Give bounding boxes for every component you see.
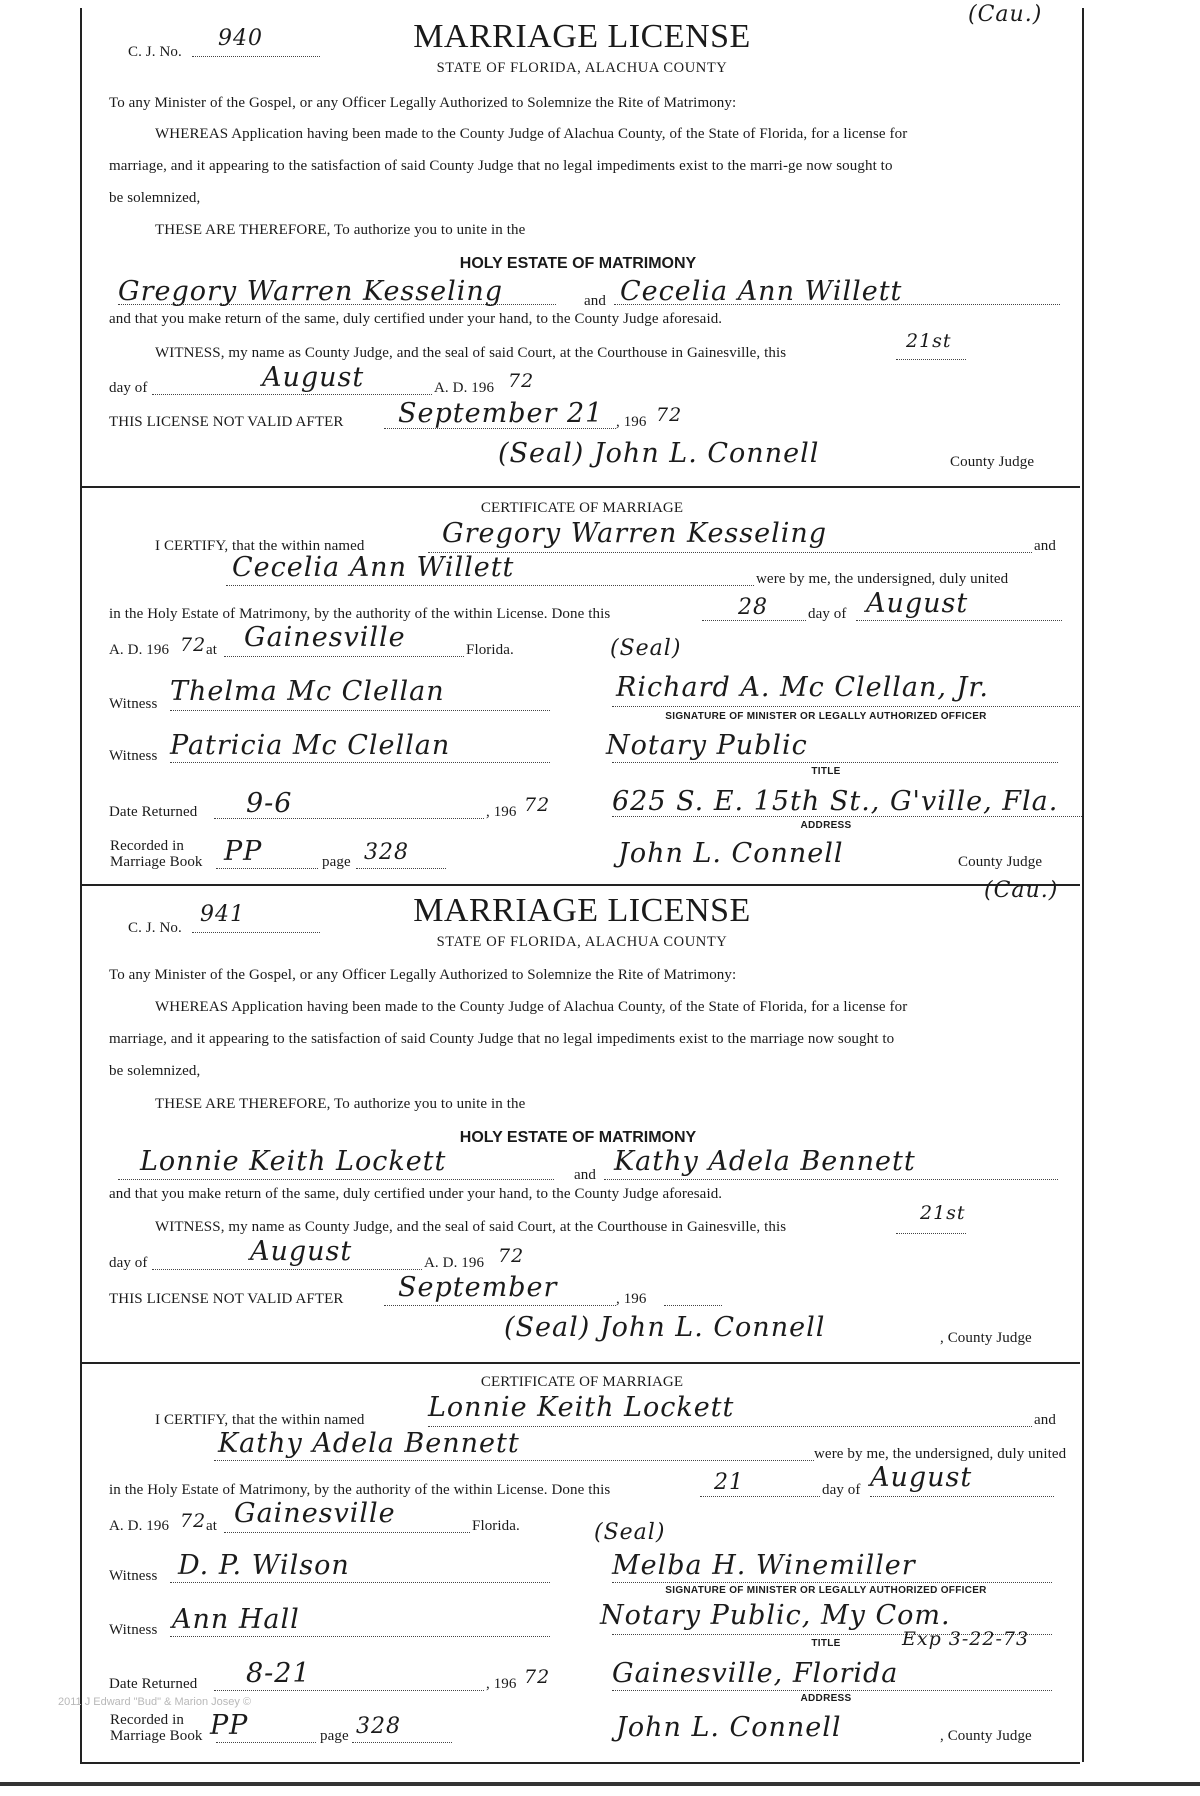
witness-day: 21st bbox=[920, 1202, 966, 1224]
day-of-label: day of bbox=[822, 1482, 861, 1498]
address-caption: ADDRESS bbox=[800, 820, 852, 831]
ad-label: A. D. 196 bbox=[424, 1255, 485, 1271]
record-divider bbox=[80, 884, 1080, 886]
whereas-line-2: marriage, and it appearing to the satisfaction of said County Judge that no legal impediments exist to the marriage now sought to bbox=[109, 1031, 895, 1047]
holy-estate-heading: HOLY ESTATE OF MATRIMONY bbox=[459, 1129, 697, 1146]
bottom-rule bbox=[80, 1762, 1080, 1764]
page-label: page bbox=[320, 1728, 349, 1744]
page-number: 328 bbox=[356, 1714, 401, 1739]
cert-year: 72 bbox=[180, 1510, 207, 1532]
seal-mark: (Seal) bbox=[610, 636, 682, 661]
day-of-label: day of bbox=[109, 1255, 148, 1271]
officer-title-expiry: Exp 3-22-73 bbox=[902, 1628, 1030, 1650]
year: 72 bbox=[508, 370, 535, 392]
license-title: MARRIAGE LICENSE bbox=[413, 18, 751, 55]
not-valid-label: THIS LICENSE NOT VALID AFTER bbox=[109, 414, 344, 430]
holy-line: in the Holy Estate of Matrimony, by the authority of the within License. Done this bbox=[109, 606, 611, 622]
certificate-title: CERTIFICATE OF MARRIAGE bbox=[480, 500, 684, 516]
returned-year-label: , 196 bbox=[486, 1676, 517, 1692]
done-month: August bbox=[866, 588, 969, 619]
done-day: 28 bbox=[738, 595, 768, 620]
date-returned: 9-6 bbox=[246, 788, 293, 819]
license-subtitle: STATE OF FLORIDA, ALACHUA COUNTY bbox=[436, 934, 728, 950]
returned-year: 72 bbox=[524, 794, 551, 816]
and-label: and bbox=[584, 293, 606, 309]
ad-label: A. D. 196 bbox=[109, 1518, 170, 1534]
date-returned: 8-21 bbox=[246, 1658, 311, 1689]
not-valid-year: 72 bbox=[656, 404, 683, 426]
month: August bbox=[250, 1236, 353, 1267]
witness-2-name: Patricia Mc Clellan bbox=[170, 730, 451, 761]
certify-label: I CERTIFY, that the within named bbox=[155, 1412, 365, 1428]
title-caption: TITLE bbox=[811, 1638, 841, 1649]
cert-place: Gainesville bbox=[234, 1498, 396, 1529]
return-line: and that you make return of the same, duly certified under your hand, to the County Judge aforesaid. bbox=[109, 1186, 723, 1202]
ad-label: A. D. 196 bbox=[109, 642, 170, 658]
at-label: at bbox=[206, 642, 218, 658]
not-valid-label: THIS LICENSE NOT VALID AFTER bbox=[109, 1291, 344, 1307]
and-label: and bbox=[574, 1167, 596, 1183]
cert-groom-name: Gregory Warren Kesseling bbox=[442, 518, 828, 549]
and-label: and bbox=[1034, 1412, 1056, 1428]
officer-address: 625 S. E. 15th St., G'ville, Fla. bbox=[612, 786, 1059, 817]
whereas-line-3: be solemnized, bbox=[109, 190, 201, 206]
cj-number-label: C. J. No. bbox=[128, 44, 182, 60]
certify-label: I CERTIFY, that the within named bbox=[155, 538, 365, 554]
witness-label-1: Witness bbox=[109, 696, 158, 712]
salutation: To any Minister of the Gospel, or any Officer Legally Authorized to Solemnize the Rite of Matrimony: bbox=[109, 967, 737, 983]
cert-judge-signature: John L. Connell bbox=[618, 838, 844, 869]
whereas-line-1: WHEREAS Application having been made to the County Judge of Alachua County, of the State of Florida, for a license for bbox=[155, 126, 908, 142]
license-subtitle: STATE OF FLORIDA, ALACHUA COUNTY bbox=[436, 60, 728, 76]
cert-place: Gainesville bbox=[244, 622, 406, 653]
witness-line: WITNESS, my name as County Judge, and the seal of said Court, at the Courthouse in Gainesville, this bbox=[155, 345, 787, 361]
officer-signature: Richard A. Mc Clellan, Jr. bbox=[616, 672, 989, 703]
return-line: and that you make return of the same, duly certified under your hand, to the County Judge aforesaid. bbox=[109, 311, 723, 327]
signature-caption: SIGNATURE OF MINISTER OR LEGALLY AUTHORIZED OFFICER bbox=[665, 711, 987, 722]
certificate-title: CERTIFICATE OF MARRIAGE bbox=[480, 1374, 684, 1390]
witness-2-name: Ann Hall bbox=[172, 1604, 300, 1635]
witness-1-name: Thelma Mc Clellan bbox=[170, 676, 445, 707]
cert-county-judge-label: County Judge bbox=[958, 854, 1043, 870]
whereas-line-2: marriage, and it appearing to the satisfaction of said County Judge that no legal impediments exist to the marri-ge now sought to bbox=[109, 158, 893, 174]
witness-label-2: Witness bbox=[109, 1622, 158, 1638]
cert-groom-name: Lonnie Keith Lockett bbox=[428, 1392, 735, 1423]
not-valid-year-label: , 196 bbox=[616, 414, 647, 430]
page-label: page bbox=[322, 854, 351, 870]
cj-number-label: C. J. No. bbox=[128, 920, 182, 936]
and-label: and bbox=[1034, 538, 1056, 554]
cert-year: 72 bbox=[180, 634, 207, 656]
cau-annotation: (Cau.) bbox=[984, 878, 1059, 903]
whereas-line-3: be solemnized, bbox=[109, 1063, 201, 1079]
united-label: were by me, the undersigned, duly united bbox=[814, 1446, 1067, 1462]
title-caption: TITLE bbox=[811, 766, 841, 777]
returned-year-label: , 196 bbox=[486, 804, 517, 820]
address-caption: ADDRESS bbox=[800, 1693, 852, 1704]
year: 72 bbox=[498, 1245, 525, 1267]
salutation: To any Minister of the Gospel, or any Officer Legally Authorized to Solemnize the Rite of Matrimony: bbox=[109, 95, 737, 111]
therefore-line: THESE ARE THEREFORE, To authorize you to unite in the bbox=[155, 1096, 526, 1112]
day-of-label: day of bbox=[808, 606, 847, 622]
section-divider bbox=[80, 486, 1080, 488]
judge-signature: (Seal) John L. Connell bbox=[504, 1312, 826, 1343]
done-month: August bbox=[870, 1462, 973, 1493]
ad-label: A. D. 196 bbox=[434, 380, 495, 396]
cau-annotation: (Cau.) bbox=[968, 2, 1043, 27]
united-label: were by me, the undersigned, duly united bbox=[756, 571, 1009, 587]
groom-name: Gregory Warren Kesseling bbox=[118, 276, 504, 307]
officer-title: Notary Public bbox=[606, 730, 808, 761]
book-code: PP bbox=[224, 836, 263, 867]
license-title: MARRIAGE LICENSE bbox=[413, 892, 751, 929]
done-day: 21 bbox=[714, 1470, 744, 1495]
cert-judge-signature: John L. Connell bbox=[616, 1712, 842, 1743]
florida-label: Florida. bbox=[466, 642, 514, 658]
section-divider bbox=[80, 1362, 1080, 1364]
whereas-line-1: WHEREAS Application having been made to the County Judge of Alachua County, of the State of Florida, for a license for bbox=[155, 999, 908, 1015]
county-judge-label: County Judge bbox=[950, 454, 1035, 470]
witness-line: WITNESS, my name as County Judge, and the seal of said Court, at the Courthouse in Gainesville, this bbox=[155, 1219, 787, 1235]
returned-year: 72 bbox=[524, 1666, 551, 1688]
day-of-label: day of bbox=[109, 380, 148, 396]
cj-number: 941 bbox=[200, 902, 245, 927]
book-code: PP bbox=[210, 1710, 249, 1741]
page-number: 328 bbox=[364, 840, 409, 865]
county-judge-label: , County Judge bbox=[940, 1330, 1032, 1346]
bride-name: Cecelia Ann Willett bbox=[620, 276, 903, 307]
judge-signature: (Seal) John L. Connell bbox=[498, 438, 820, 469]
holy-estate-heading: HOLY ESTATE OF MATRIMONY bbox=[459, 255, 697, 272]
recorded-in-label: Recorded in bbox=[110, 1712, 184, 1728]
signature-caption: SIGNATURE OF MINISTER OR LEGALLY AUTHORIZED OFFICER bbox=[665, 1585, 987, 1596]
recorded-in-label: Recorded in bbox=[110, 838, 184, 854]
not-valid-year-label: , 196 bbox=[616, 1291, 647, 1307]
not-valid-date: September bbox=[398, 1272, 558, 1303]
bride-name: Kathy Adela Bennett bbox=[614, 1146, 916, 1177]
holy-line: in the Holy Estate of Matrimony, by the authority of the within License. Done this bbox=[109, 1482, 611, 1498]
not-valid-date: September 21 bbox=[398, 398, 604, 429]
witness-label-2: Witness bbox=[109, 748, 158, 764]
marriage-book-label: Marriage Book bbox=[110, 854, 203, 870]
witness-day: 21st bbox=[906, 330, 952, 352]
groom-name: Lonnie Keith Lockett bbox=[140, 1146, 447, 1177]
officer-address: Gainesville, Florida bbox=[612, 1658, 899, 1689]
sheet-edge bbox=[0, 1782, 1200, 1786]
marriage-book-label: Marriage Book bbox=[110, 1728, 203, 1744]
therefore-line: THESE ARE THEREFORE, To authorize you to unite in the bbox=[155, 222, 526, 238]
officer-signature: Melba H. Winemiller bbox=[612, 1550, 916, 1581]
date-returned-label: Date Returned bbox=[109, 1676, 198, 1692]
at-label: at bbox=[206, 1518, 218, 1534]
cert-bride-name: Cecelia Ann Willett bbox=[232, 552, 515, 583]
copyright-watermark: 2011 J Edward "Bud" & Marion Josey © bbox=[58, 1696, 252, 1708]
florida-label: Florida. bbox=[472, 1518, 520, 1534]
officer-title: Notary Public, My Com. bbox=[600, 1600, 951, 1631]
witness-1-name: D. P. Wilson bbox=[178, 1550, 350, 1581]
month: August bbox=[262, 362, 365, 393]
cert-county-judge-label: , County Judge bbox=[940, 1728, 1032, 1744]
cj-number: 940 bbox=[218, 26, 263, 51]
seal-mark: (Seal) bbox=[594, 1520, 666, 1545]
cert-bride-name: Kathy Adela Bennett bbox=[218, 1428, 520, 1459]
date-returned-label: Date Returned bbox=[109, 804, 198, 820]
witness-label-1: Witness bbox=[109, 1568, 158, 1584]
